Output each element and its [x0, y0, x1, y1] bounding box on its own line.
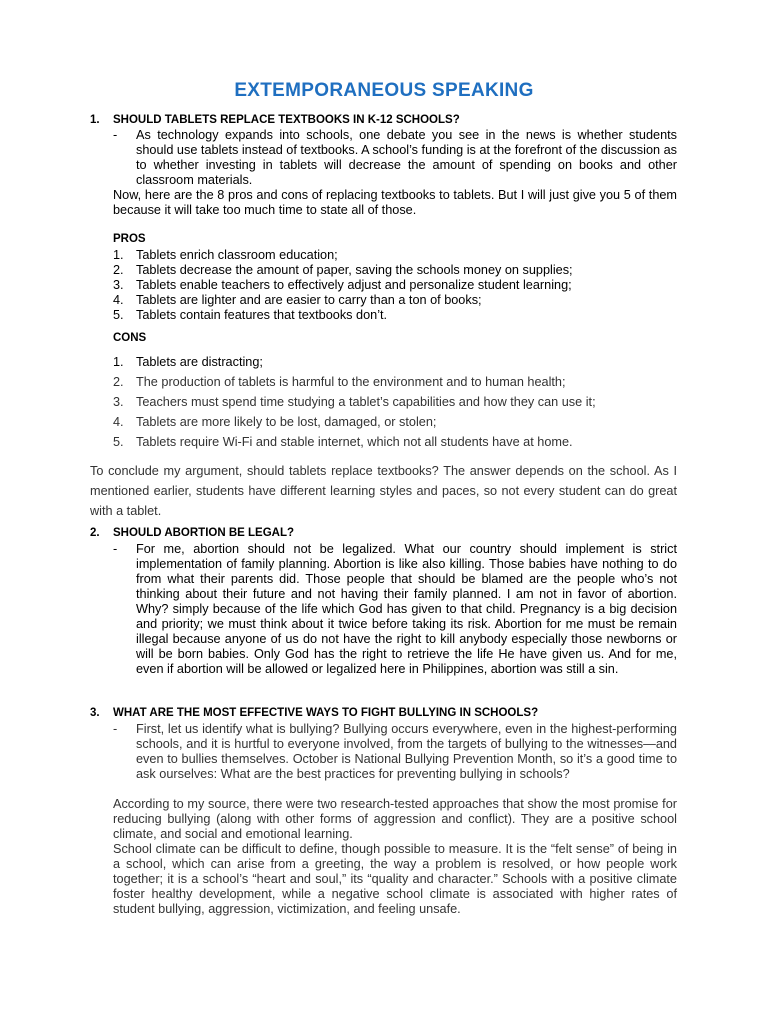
question-3-heading [90, 707, 538, 719]
list-item [113, 392, 677, 412]
item-number: 2. [113, 263, 124, 277]
question-2-heading [90, 527, 294, 539]
item-text: Tablets contain features that textbooks don’t. [136, 308, 388, 322]
item-number: 5. [113, 308, 124, 322]
dash-marker: - [113, 542, 118, 556]
question-text: SHOULD TABLETS REPLACE TEXTBOOKS IN K-12 SCHOOLS? [113, 114, 460, 126]
list-item [113, 248, 677, 263]
list-item [113, 412, 677, 432]
item-text: Tablets are distracting; [136, 355, 263, 369]
question-number: 1. [90, 114, 100, 126]
list-item [113, 278, 677, 293]
cons-list [113, 352, 677, 452]
item-number: 4. [113, 293, 124, 307]
list-item [113, 293, 677, 308]
item-number: 3. [113, 278, 124, 292]
q1-intro-text: As technology expands into schools, one debate you see in the news is whether students should use tablets instead of textbooks. A school’s funding is at the forefront of the discussion as to whether investing in tablets will decrease the amount of spending on books and other classroom materials. [136, 128, 677, 187]
item-text: Teachers must spend time studying a tablet’s capabilities and how they can use it; [136, 395, 596, 409]
q3-paragraph-2: School climate can be difficult to define, though possible to measure. It is the “felt sense” of being in a school, which can arise from a greeting, the way a problem is resolved, or how people work together; it is a school’s “heart and soul,” its “quality and character.” Schools with a positive climate foster healthy development, while a negative school climate is associated with higher rates of student bullying, aggression, victimization, and feeling unsafe. [113, 842, 677, 916]
item-text: Tablets decrease the amount of paper, saving the schools money on supplies; [136, 263, 573, 277]
item-number: 1. [113, 355, 124, 369]
list-item [113, 352, 677, 372]
document-title: EXTEMPORANEOUS SPEAKING [234, 80, 534, 101]
item-text: Tablets are more likely to be lost, damaged, or stolen; [136, 415, 437, 429]
question-number: 3. [90, 707, 100, 719]
question-1-heading [90, 114, 460, 126]
q1-intro-block [113, 128, 677, 188]
q2-body-text: For me, abortion should not be legalized. What our country should implement is strict implementation of family planning. Abortion is like also killing. Those babies have nothing to do from what their parents did. Those people that should be blamed are the people who’s not thinking about their future and not having their family planned. I am not in favor of abortion. Why? simply because of the life which God has given to that child. Pregnancy is a big decision and priority; we must think about it twice before taking its risk. Abortion for me must be remain illegal because anyone of us do not have the right to kill anybody especially those newborns or will be born babies. Only God has the right to retrieve the life He have given us. And for me, even if abortion will be allowed or legalized here in Philippines, abortion was still a sin. [136, 542, 677, 676]
q3-intro-block [113, 722, 677, 782]
dash-marker: - [113, 128, 118, 142]
pros-list [113, 248, 677, 323]
item-number: 4. [113, 415, 124, 429]
q3-paragraph-1: According to my source, there were two research-tested approaches that show the most promise for reducing bullying (along with other forms of aggression and conflict). They are a positive school climate, and social and emotional learning. [113, 797, 677, 841]
list-item [113, 263, 677, 278]
item-number: 5. [113, 435, 124, 449]
question-number: 2. [90, 527, 100, 539]
item-number: 1. [113, 248, 124, 262]
pros-heading: PROS [113, 233, 146, 245]
q1-conclusion: To conclude my argument, should tablets replace textbooks? The answer depends on the school. As I mentioned earlier, students have different learning styles and paces, so not every student can do great with a tablet. [90, 464, 677, 518]
item-text: Tablets enrich classroom education; [136, 248, 338, 262]
item-number: 2. [113, 375, 124, 389]
item-text: Tablets are lighter and are easier to carry than a ton of books; [136, 293, 482, 307]
item-text: Tablets enable teachers to effectively adjust and personalize student learning; [136, 278, 572, 292]
q2-body-block [113, 542, 677, 677]
question-text: SHOULD ABORTION BE LEGAL? [113, 527, 295, 539]
item-text: The production of tablets is harmful to the environment and to human health; [136, 375, 566, 389]
q3-intro-text: First, let us identify what is bullying? Bullying occurs everywhere, even in the highest-performing schools, and it is hurtful to everyone involved, from the targets of bullying to the witnesses—and even to bullies themselves. October is National Bullying Prevention Month, so it’s a good time to ask ourselves: What are the best practices for preventing bullying in schools? [136, 722, 677, 781]
q1-paragraph: Now, here are the 8 pros and cons of replacing textbooks to tablets. But I will just give you 5 of them because it will take too much time to state all of those. [113, 188, 677, 217]
list-item [113, 432, 677, 452]
list-item [113, 308, 677, 323]
item-number: 3. [113, 395, 124, 409]
cons-heading: CONS [113, 332, 147, 344]
list-item [113, 372, 677, 392]
question-text: WHAT ARE THE MOST EFFECTIVE WAYS TO FIGHT BULLYING IN SCHOOLS? [113, 707, 539, 719]
item-text: Tablets require Wi-Fi and stable internet, which not all students have at home. [136, 435, 573, 449]
dash-marker: - [113, 722, 118, 736]
